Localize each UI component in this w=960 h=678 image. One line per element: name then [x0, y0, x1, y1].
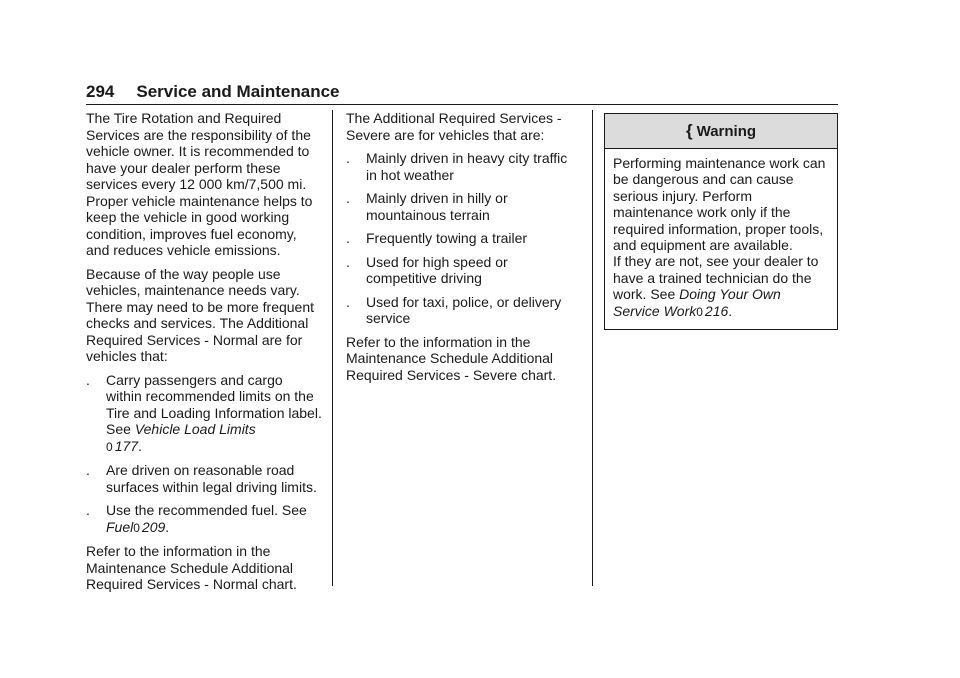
bullet-marker: . [346, 230, 350, 246]
section-title: Service and Maintenance [136, 82, 340, 101]
bullet-marker: . [86, 502, 90, 518]
page-header [86, 82, 838, 105]
warning-header [605, 114, 837, 149]
list-item-text: Mainly driven in heavy city traffic in hot weather [366, 150, 568, 183]
list-item-text: Used for high speed or competitive driving [366, 253, 508, 286]
list-item [86, 372, 322, 456]
list-item [346, 294, 582, 327]
warning-text-part: If they are not, see your dealer to have a trained technician do the work. See [613, 253, 819, 303]
punctuation: . [165, 518, 170, 535]
cross-reference-link[interactable]: Doing Your Own Service Work [613, 286, 781, 319]
list-item [86, 502, 322, 536]
punctuation: . [138, 437, 142, 454]
list-item [346, 150, 582, 183]
severe-conditions-list [346, 150, 582, 327]
list-item-text: Mainly driven in hilly or mountainous terrain [366, 190, 508, 223]
list-item-text: Frequently towing a trailer [366, 230, 528, 246]
normal-services-paragraph: Because of the way people use vehicles, maintenance needs vary. There may need to be more frequent checks and services. The Additional Required Services - Normal are for vehicles that: [86, 265, 315, 364]
list-item [346, 230, 582, 247]
warning-body [605, 149, 837, 329]
warning-icon: { [685, 121, 693, 140]
severe-chart-reference-paragraph: Refer to the information in the Maintenance Schedule Additional Required Services - Severe chart. [346, 333, 557, 383]
cross-reference-link[interactable]: Fuel [106, 518, 134, 535]
warning-text: Performing maintenance work can be dangerous and can cause serious injury. Perform maintenance work only if the required information, proper tools, and equipment are available. [613, 155, 826, 254]
list-item-text: Are driven on reasonable road surfaces within legal driving limits. [106, 462, 317, 495]
column-divider-1 [332, 110, 333, 586]
column-divider-2 [592, 110, 593, 586]
list-item [86, 462, 322, 495]
bullet-marker: . [346, 253, 350, 270]
normal-conditions-list [86, 372, 322, 537]
bullet-marker: . [346, 190, 350, 206]
intro-paragraph: The Tire Rotation and Required Services are the responsibility of the vehicle owner. It is recommended to have your dealer perform these services every 12 000 km/7,500 mi. Proper vehicle maintenance helps to keep the vehicle in good working condition, improves fuel economy, and reduces vehicle emissions. [86, 110, 313, 258]
warning-title: Warning [696, 123, 757, 140]
severe-services-paragraph: The Additional Required Services - Severe are for vehicles that are: [346, 110, 562, 143]
column-2 [346, 110, 582, 390]
cross-reference-link[interactable]: Vehicle Load Limits [134, 421, 256, 437]
page-number: 294 [86, 82, 115, 101]
column-1 [86, 110, 322, 600]
bullet-marker: . [86, 371, 90, 388]
page-reference[interactable]: 177 [114, 437, 139, 454]
warning-box [604, 113, 838, 330]
bullet-marker: . [346, 293, 350, 310]
bullet-marker: . [346, 150, 350, 166]
page-reference-icon: 0 [696, 304, 703, 319]
bullet-marker: . [86, 462, 90, 478]
punctuation: . [728, 302, 733, 319]
list-item-text: Use the recommended fuel. See [106, 502, 307, 518]
list-item-text: Carry passengers and cargo within recommended limits on the Tire and Loading Information label. See [106, 371, 322, 437]
column-3 [604, 110, 838, 330]
page-reference-icon: 0 [133, 520, 140, 535]
warning-text-2 [613, 253, 829, 320]
list-item-text: Used for taxi, police, or delivery service [366, 293, 562, 326]
page-reference-icon: 0 [106, 439, 113, 454]
normal-chart-reference-paragraph: Refer to the information in the Maintenance Schedule Additional Required Services - Normal chart. [86, 543, 297, 592]
page-reference[interactable]: 216 [704, 302, 729, 319]
list-item [346, 190, 582, 223]
page-reference[interactable]: 209 [141, 518, 166, 535]
list-item [346, 254, 582, 287]
